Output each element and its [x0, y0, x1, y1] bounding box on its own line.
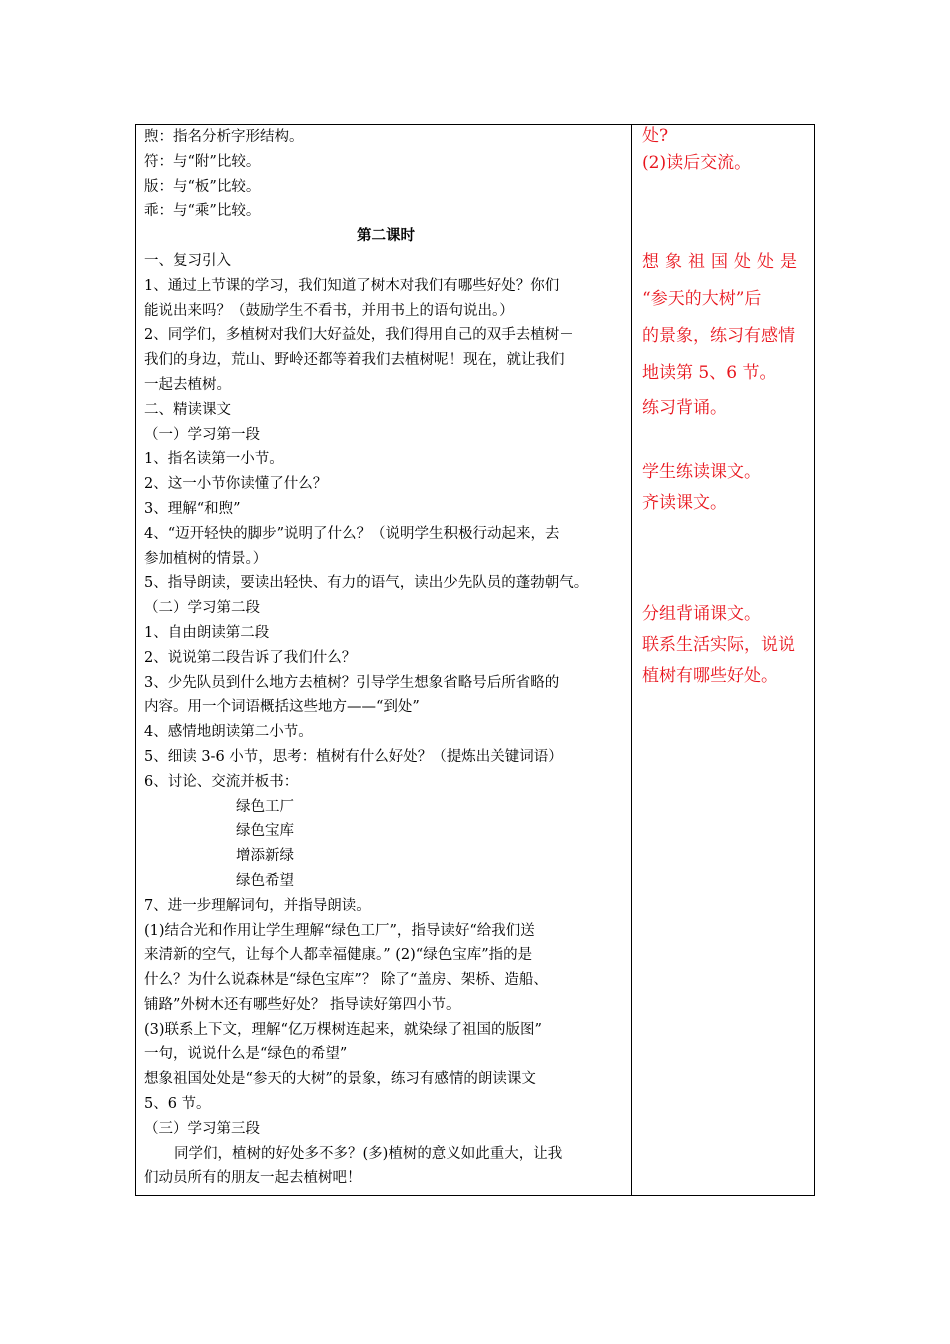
section-heading: 第二课时 [357, 227, 415, 245]
annotation-line: 联系生活实际，说说 [642, 635, 795, 655]
annotation-line: “参天的大树”后 [642, 289, 762, 309]
text-line: 煦：指名分析字形结构。 [144, 129, 304, 145]
text-line: 2、说说第二段告诉了我们什么？ [144, 649, 357, 666]
annotation-line: (2)读后交流。 [642, 153, 752, 173]
lesson-content-column [144, 125, 628, 1191]
text-line: 3、少先队员到什么地方去植树？引导学生想象省略号后所省略的 [144, 674, 560, 691]
text-line: 1、通过上节课的学习，我们知道了树木对我们有哪些好处？你们 [144, 277, 560, 294]
annotation-line: 的景象，练习有感情 [642, 326, 795, 346]
text-line: 1、指名读第一小节。 [144, 451, 284, 468]
text-line: 一起去植树。 [144, 376, 231, 393]
column-divider [631, 125, 632, 1195]
text-line: 1、自由朗读第二段 [144, 624, 270, 641]
annotation-line: 分组背诵课文。 [642, 604, 761, 624]
text-line: 铺路”外树木还有哪些好处？ 指导读好第四小节。 [144, 996, 461, 1013]
text-line: 我们的身边，荒山、野岭还都等着我们去植树呢！现在，就让我们 [144, 352, 565, 369]
text-line: 二、精读课文 [144, 401, 231, 418]
text-line: 2、这一小节你读懂了什么？ [144, 476, 328, 493]
text-line: 能说出来吗？（鼓励学生不看书，并用书上的语句说出。） [144, 302, 514, 319]
text-line: (1)结合光和作用让学生理解“绿色工厂”，指导读好“给我们送 [144, 922, 535, 939]
annotation-line: 植树有哪些好处。 [642, 666, 778, 686]
annotation-line: 学生练读课文。 [642, 462, 761, 482]
lesson-table [135, 124, 815, 1196]
text-line: 2、同学们，多植树对我们大好益处，我们得用自己的双手去植树－ [144, 327, 574, 344]
text-line: 参加植树的情景。） [144, 550, 268, 567]
text-line: 来清新的空气，让每个人都幸福健康。” (2)“绿色宝库”指的是 [144, 947, 533, 964]
text-line: 4、感情地朗读第二小节。 [144, 724, 313, 741]
annotation-line: 想象祖国处处是 [642, 252, 803, 272]
annotation-line: 处? [642, 126, 669, 146]
annotation-line: 练习背诵。 [642, 398, 727, 418]
text-line: （三）学习第三段 [144, 1120, 260, 1137]
text-line: 4、“迈开轻快的脚步”说明了什么？（说明学生积极行动起来，去 [144, 525, 560, 542]
text-line: 想象祖国处处是“参天的大树”的景象，练习有感情的朗读课文 [144, 1071, 536, 1088]
text-line: 5、6 节。 [144, 1096, 211, 1113]
text-line: 们动员所有的朋友一起去植树吧！ [144, 1170, 362, 1187]
board-item: 增添新绿 [236, 848, 294, 865]
text-line: 符：与“附”比较。 [144, 153, 261, 170]
board-item: 绿色希望 [236, 872, 294, 889]
board-item: 绿色宝库 [236, 823, 294, 840]
text-line: 一句，说说什么是“绿色的希望” [144, 1046, 348, 1063]
text-line: 5、指导朗读，要读出轻快、有力的语气，读出少先队员的蓬勃朝气。 [144, 575, 589, 592]
annotation-line: 齐读课文。 [642, 493, 727, 513]
text-line: 版：与“板”比较。 [144, 178, 261, 195]
annotation-line: 地读第 5、6 节。 [642, 363, 777, 383]
text-line: 同学们，植树的好处多不多？(多)植树的意义如此重大，让我 [174, 1145, 563, 1162]
student-activity-column [642, 125, 810, 692]
text-line: （一）学习第一段 [144, 426, 260, 443]
board-item: 绿色工厂 [236, 798, 294, 815]
text-line: 3、理解“和煦” [144, 500, 241, 517]
text-line: (3)联系上下文，理解“亿万棵树连起来，就染绿了祖国的版图” [144, 1021, 542, 1038]
text-line: 7、进一步理解词句，并指导朗读。 [144, 897, 371, 914]
text-line: 5、细读 3-6 小节，思考：植树有什么好处？（提炼出关键词语） [144, 748, 563, 765]
text-line: 6、讨论、交流并板书： [144, 773, 299, 790]
text-line: （二）学习第二段 [144, 600, 260, 617]
text-line: 内容。用一个词语概括这些地方——“到处” [144, 699, 420, 716]
text-line: 乖：与“乘”比较。 [144, 203, 261, 220]
text-line: 什么？为什么说森林是“绿色宝库”？ 除了“盖房、架桥、造船、 [144, 972, 548, 989]
text-line: 一、复习引入 [144, 252, 231, 269]
